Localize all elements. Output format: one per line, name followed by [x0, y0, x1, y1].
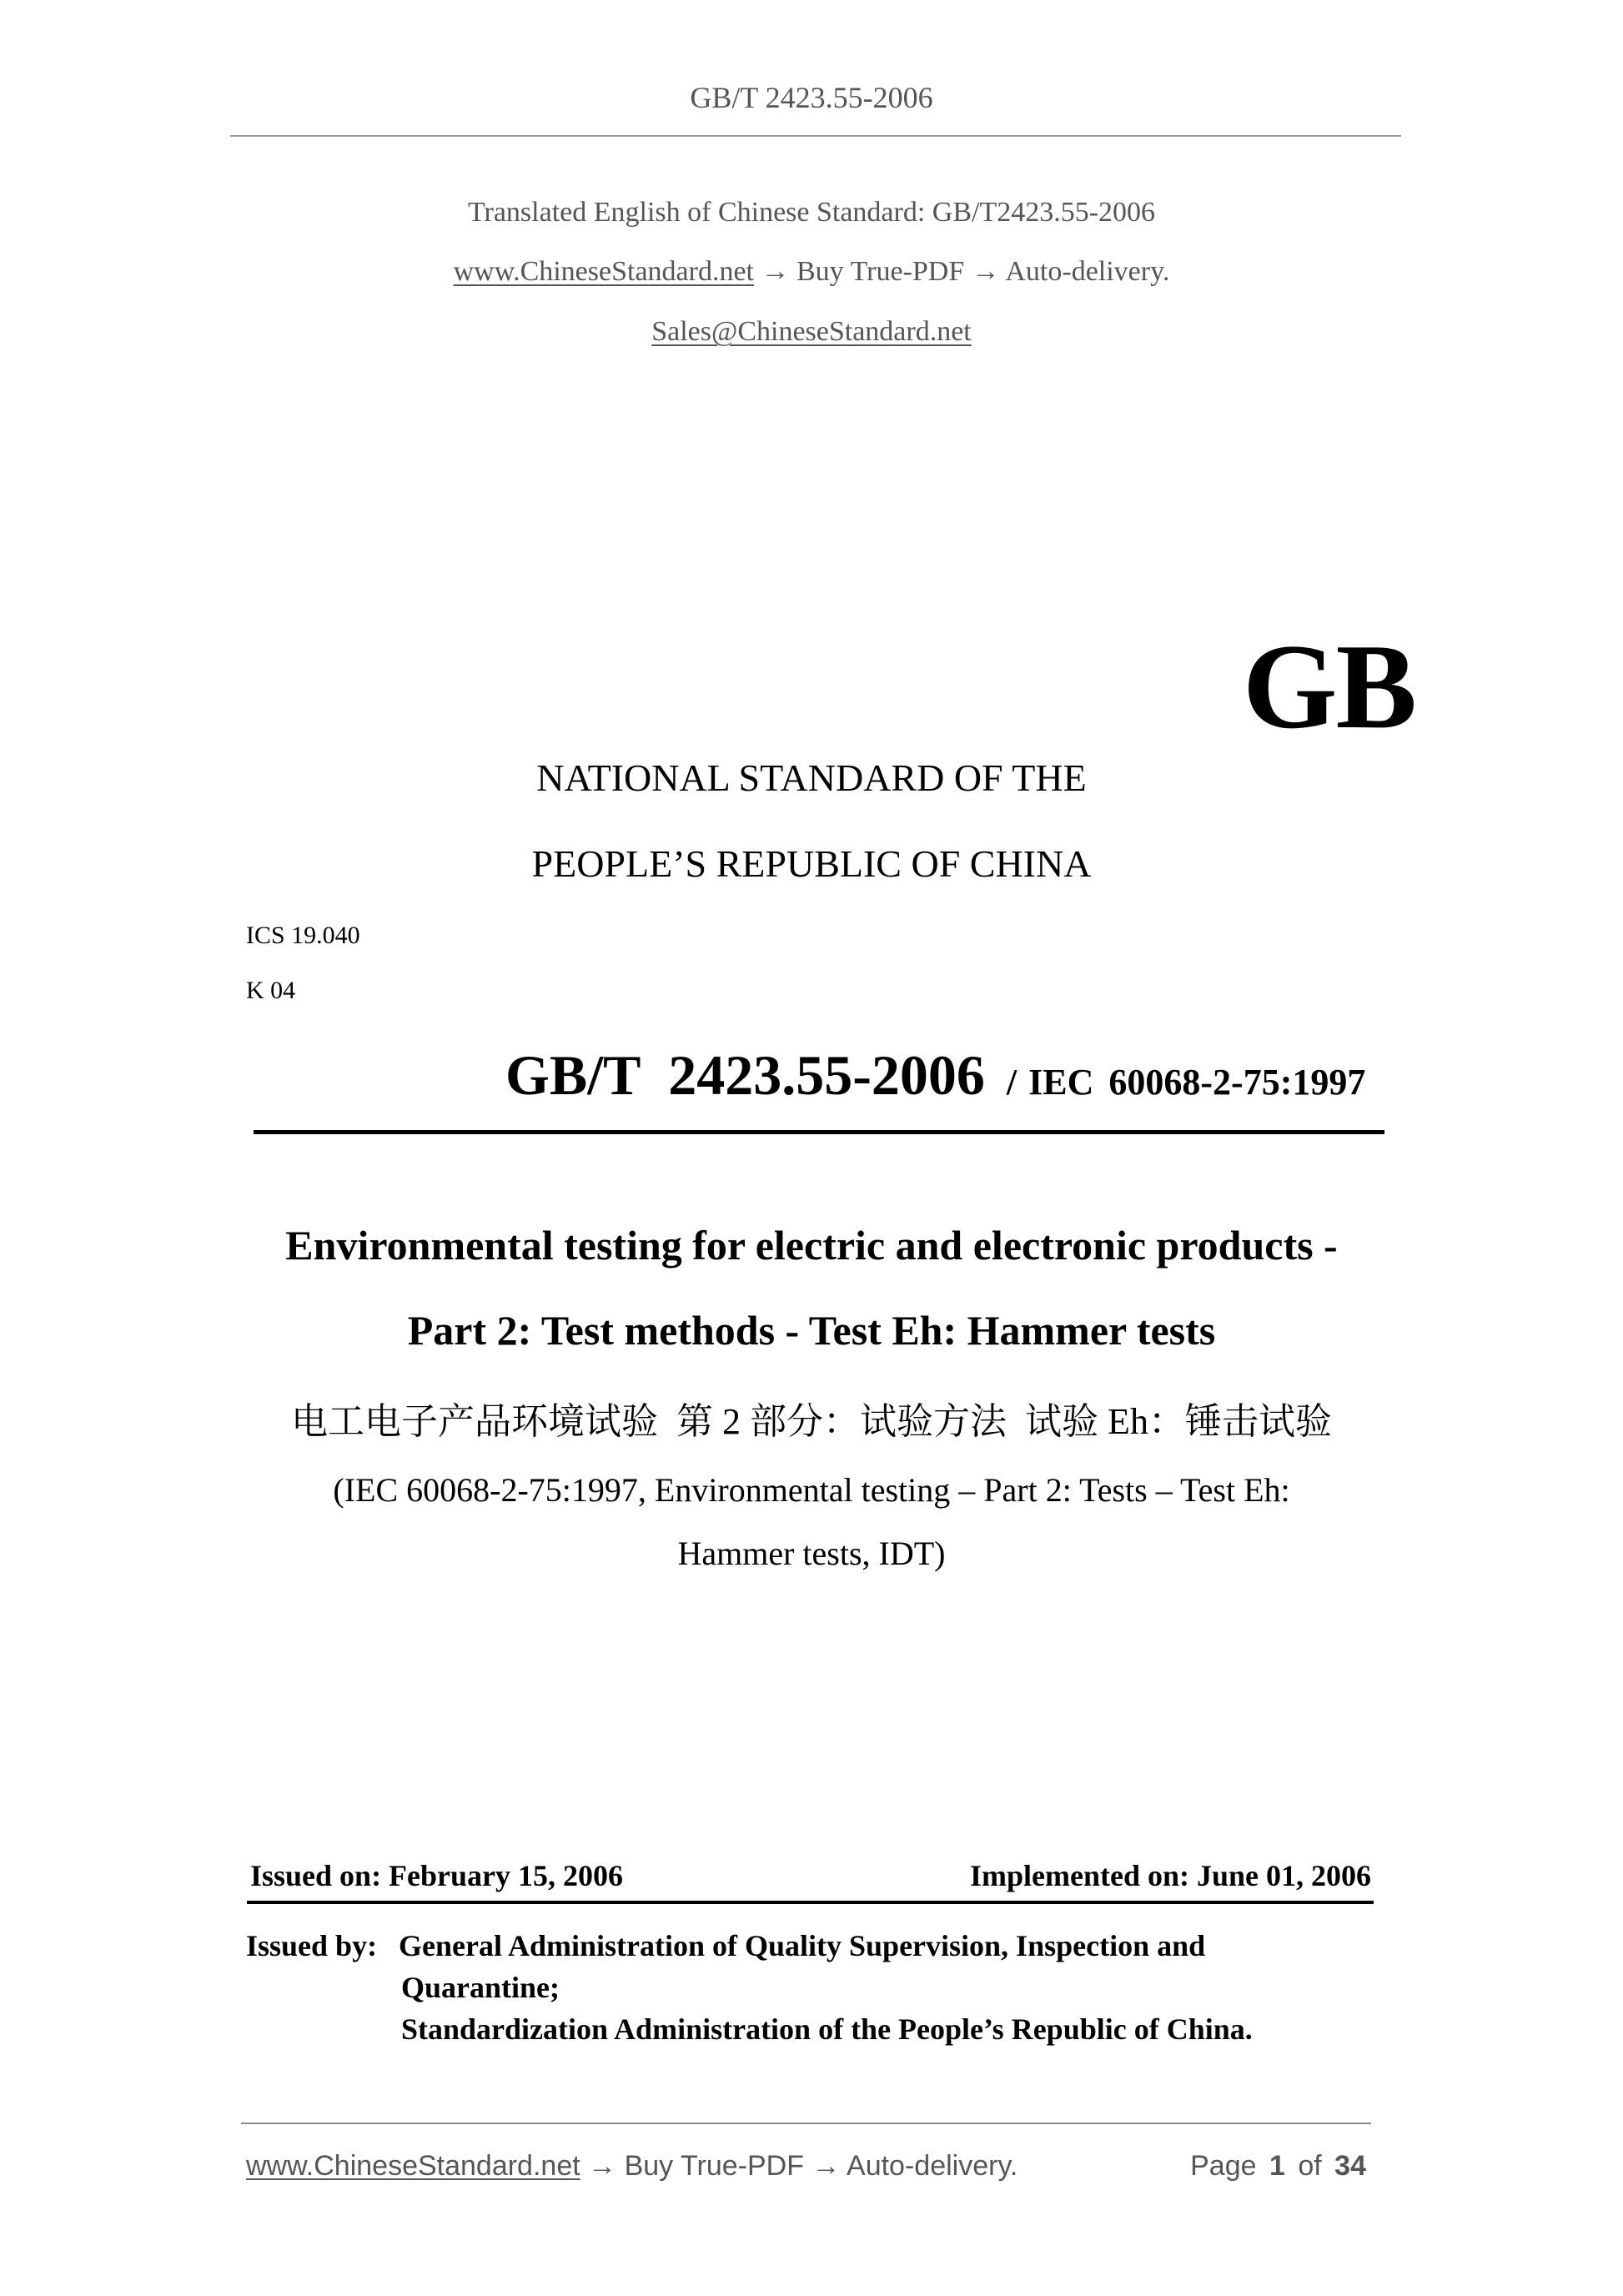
- issued-by-line1: General Administration of Quality Supervision, Inspection and: [399, 1929, 1206, 1962]
- national-standard-line2: PEOPLE’S REPUBLIC OF CHINA: [531, 842, 1092, 885]
- implemented-on-date: Implemented on: June 01, 2006: [969, 1859, 1371, 1892]
- iec-label: IEC: [1028, 1062, 1094, 1103]
- delivery-text: Auto-delivery.: [1005, 256, 1170, 287]
- footer-site-link[interactable]: www.ChineseStandard.net: [246, 2150, 580, 2182]
- arrow-right-icon: →: [588, 2150, 617, 2182]
- ics-code: ICS 19.040: [246, 922, 360, 949]
- title-chinese: 电工电子产品环境试验 第 2 部分：试验方法 试验 Eh：锤击试验: [291, 1401, 1332, 1442]
- email-line: [0, 316, 1623, 348]
- national-standard-line1: NATIONAL STANDARD OF THE: [536, 756, 1087, 799]
- dates-divider: [247, 1901, 1374, 1904]
- translated-notice: Translated English of Chinese Standard: GB/T2423.55-2006: [467, 197, 1156, 228]
- issued-by-label: Issued by:: [246, 1929, 378, 1962]
- page-label: Page: [1190, 2150, 1257, 2182]
- footer-divider: [241, 2123, 1371, 2124]
- page-total: 34: [1334, 2150, 1366, 2182]
- iec-number: 60068-2-75:1997: [1108, 1062, 1366, 1103]
- classification-code: K 04: [246, 977, 296, 1004]
- issued-on-date: Issued on: February 15, 2006: [250, 1859, 624, 1892]
- footer-promo: [246, 2150, 1018, 2183]
- issued-by-line3: Standardization Administration of the People’s Republic of China.: [401, 2012, 1253, 2046]
- site-link[interactable]: www.ChineseStandard.net: [453, 256, 754, 287]
- footer-buy-text: Buy True-PDF: [624, 2150, 804, 2182]
- promo-line: [0, 256, 1623, 288]
- page-current: 1: [1269, 2150, 1285, 2182]
- page-indicator: [1190, 2150, 1366, 2183]
- arrow-right-icon: →: [971, 256, 1000, 287]
- buy-text: Buy True-PDF: [796, 256, 965, 287]
- page-of: of: [1298, 2150, 1322, 2182]
- standard-number-line: [505, 1042, 1365, 1108]
- sales-email-link[interactable]: Sales@ChineseStandard.net: [651, 316, 972, 347]
- gb-logo: GB: [1243, 619, 1415, 754]
- title-line2: Part 2: Test methods - Test Eh: Hammer tests: [407, 1307, 1216, 1354]
- title-line1: Environmental testing for electric and electronic products -: [285, 1222, 1338, 1269]
- standard-number: GB/T 2423.55-2006: [505, 1043, 985, 1107]
- issued-by-line2: Quarantine;: [401, 1971, 560, 2004]
- header-divider: [230, 135, 1401, 137]
- title-divider: [254, 1130, 1384, 1134]
- arrow-right-icon: →: [761, 256, 790, 287]
- iec-equivalent-line1: (IEC 60068-2-75:1997, Environmental testing – Part 2: Tests – Test Eh:: [333, 1471, 1290, 1509]
- iec-equivalent-line2: Hammer tests, IDT): [677, 1535, 946, 1572]
- running-header: GB/T 2423.55-2006: [690, 81, 933, 114]
- arrow-right-icon: →: [812, 2150, 841, 2182]
- footer-delivery-text: Auto-delivery.: [847, 2150, 1018, 2182]
- standard-separator: /: [1006, 1062, 1018, 1103]
